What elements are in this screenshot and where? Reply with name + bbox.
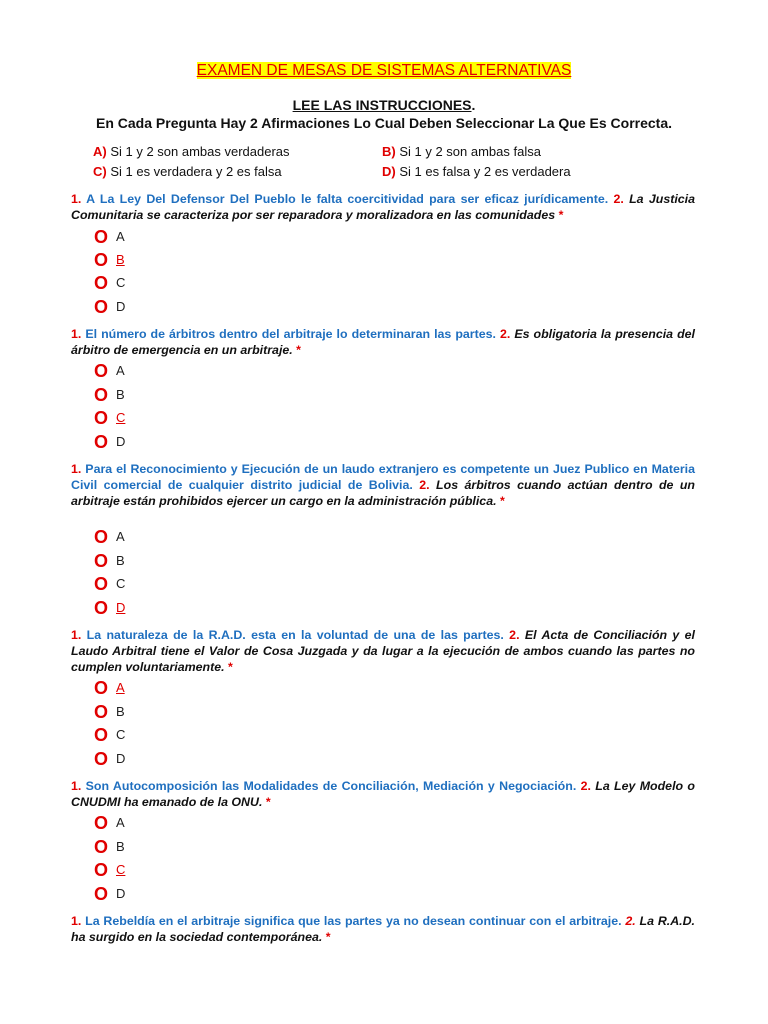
legend-item-a: A) Si 1 y 2 son ambas verdaderas (93, 144, 290, 159)
question-3-option-c[interactable]: O C (94, 574, 126, 594)
question-3-option-b[interactable]: O B (94, 551, 125, 571)
question-1-option-a[interactable]: O A (94, 227, 125, 247)
radio-bullet-icon[interactable]: O (94, 551, 109, 571)
instructions-heading: LEE LAS INSTRUCCIONES. (292, 97, 476, 113)
radio-bullet-icon[interactable]: O (94, 297, 109, 317)
radio-bullet-icon[interactable]: O (94, 884, 109, 904)
question-4-option-b[interactable]: O B (94, 702, 125, 722)
question-2-option-b[interactable]: O B (94, 385, 125, 405)
question-3: 1. Para el Reconocimiento y Ejecución de un laudo extranjero es competente un Juez Publico en Materia Civil comercial de cualquier distrito judicial de Bolivia. 2. Los árbitros cuando actúan dentro de un arbitraje están prohibidos ejercer un cargo en la administración pública. * (71, 462, 695, 508)
question-5-option-d[interactable]: O D (94, 884, 126, 904)
question-1-option-c[interactable]: O C (94, 273, 126, 293)
radio-bullet-icon[interactable]: O (94, 250, 109, 270)
question-6: 1. La Rebeldía en el arbitraje significa que las partes ya no desean continuar con el arbitraje. 2. La R.A.D. ha surgido en la sociedad contemporánea. * (71, 914, 695, 944)
radio-bullet-icon[interactable]: O (94, 527, 109, 547)
question-4: 1. La naturaleza de la R.A.D. esta en la voluntad de una de las partes. 2. El Acta de Conciliación y el Laudo Arbitral tiene el Valor de Cosa Juzgada y da lugar a la ejecución de ambos cuando las partes no cumplen voluntariamente. * (71, 628, 695, 674)
question-2: 1. El número de árbitros dentro del arbitraje lo determinaran las partes. 2. Es obligatoria la presencia del árbitro de emergencia en un arbitraje. * (71, 327, 695, 357)
question-1-option-b[interactable]: O B (94, 250, 125, 270)
question-5-option-b[interactable]: O B (94, 837, 125, 857)
question-5-option-c[interactable]: O C (94, 860, 126, 880)
legend-item-b: B) Si 1 y 2 son ambas falsa (382, 144, 541, 159)
question-1: 1. A La Ley Del Defensor Del Pueblo le falta coercitividad para ser eficaz jurídicamente. 2. La Justicia Comunitaria se caracteriza por ser reparadora y moralizadora en las comunidades * (71, 192, 695, 222)
radio-bullet-icon[interactable]: O (94, 273, 109, 293)
legend-item-c: C) Si 1 es verdadera y 2 es falsa (93, 164, 282, 179)
question-4-option-c[interactable]: O C (94, 725, 126, 745)
question-3-option-d[interactable]: O D (94, 598, 126, 618)
question-1-option-d[interactable]: O D (94, 297, 126, 317)
radio-bullet-icon[interactable]: O (94, 725, 109, 745)
radio-bullet-icon[interactable]: O (94, 408, 109, 428)
exam-title: EXAMEN DE MESAS DE SISTEMAS ALTERNATIVAS (196, 62, 572, 79)
question-5-option-a[interactable]: O A (94, 813, 125, 833)
question-2-option-c[interactable]: O C (94, 408, 126, 428)
radio-bullet-icon[interactable]: O (94, 860, 109, 880)
question-4-option-d[interactable]: O D (94, 749, 126, 769)
radio-bullet-icon[interactable]: O (94, 749, 109, 769)
question-3-option-a[interactable]: O A (94, 527, 125, 547)
radio-bullet-icon[interactable]: O (94, 574, 109, 594)
legend-item-d: D) Si 1 es falsa y 2 es verdadera (382, 164, 571, 179)
question-2-option-d[interactable]: O D (94, 432, 126, 452)
radio-bullet-icon[interactable]: O (94, 813, 109, 833)
question-5: 1. Son Autocomposición las Modalidades de Conciliación, Mediación y Negociación. 2. La Ley Modelo o CNUDMI ha emanado de la ONU. * (71, 779, 695, 809)
radio-bullet-icon[interactable]: O (94, 227, 109, 247)
radio-bullet-icon[interactable]: O (94, 702, 109, 722)
radio-bullet-icon[interactable]: O (94, 385, 109, 405)
radio-bullet-icon[interactable]: O (94, 678, 109, 698)
radio-bullet-icon[interactable]: O (94, 432, 109, 452)
radio-bullet-icon[interactable]: O (94, 598, 109, 618)
radio-bullet-icon[interactable]: O (94, 837, 109, 857)
question-2-option-a[interactable]: O A (94, 361, 125, 381)
instructions-text: En Cada Pregunta Hay 2 Afirmaciones Lo Cual Deben Seleccionar La Que Es Correcta. (96, 115, 672, 131)
question-4-option-a[interactable]: O A (94, 678, 125, 698)
radio-bullet-icon[interactable]: O (94, 361, 109, 381)
